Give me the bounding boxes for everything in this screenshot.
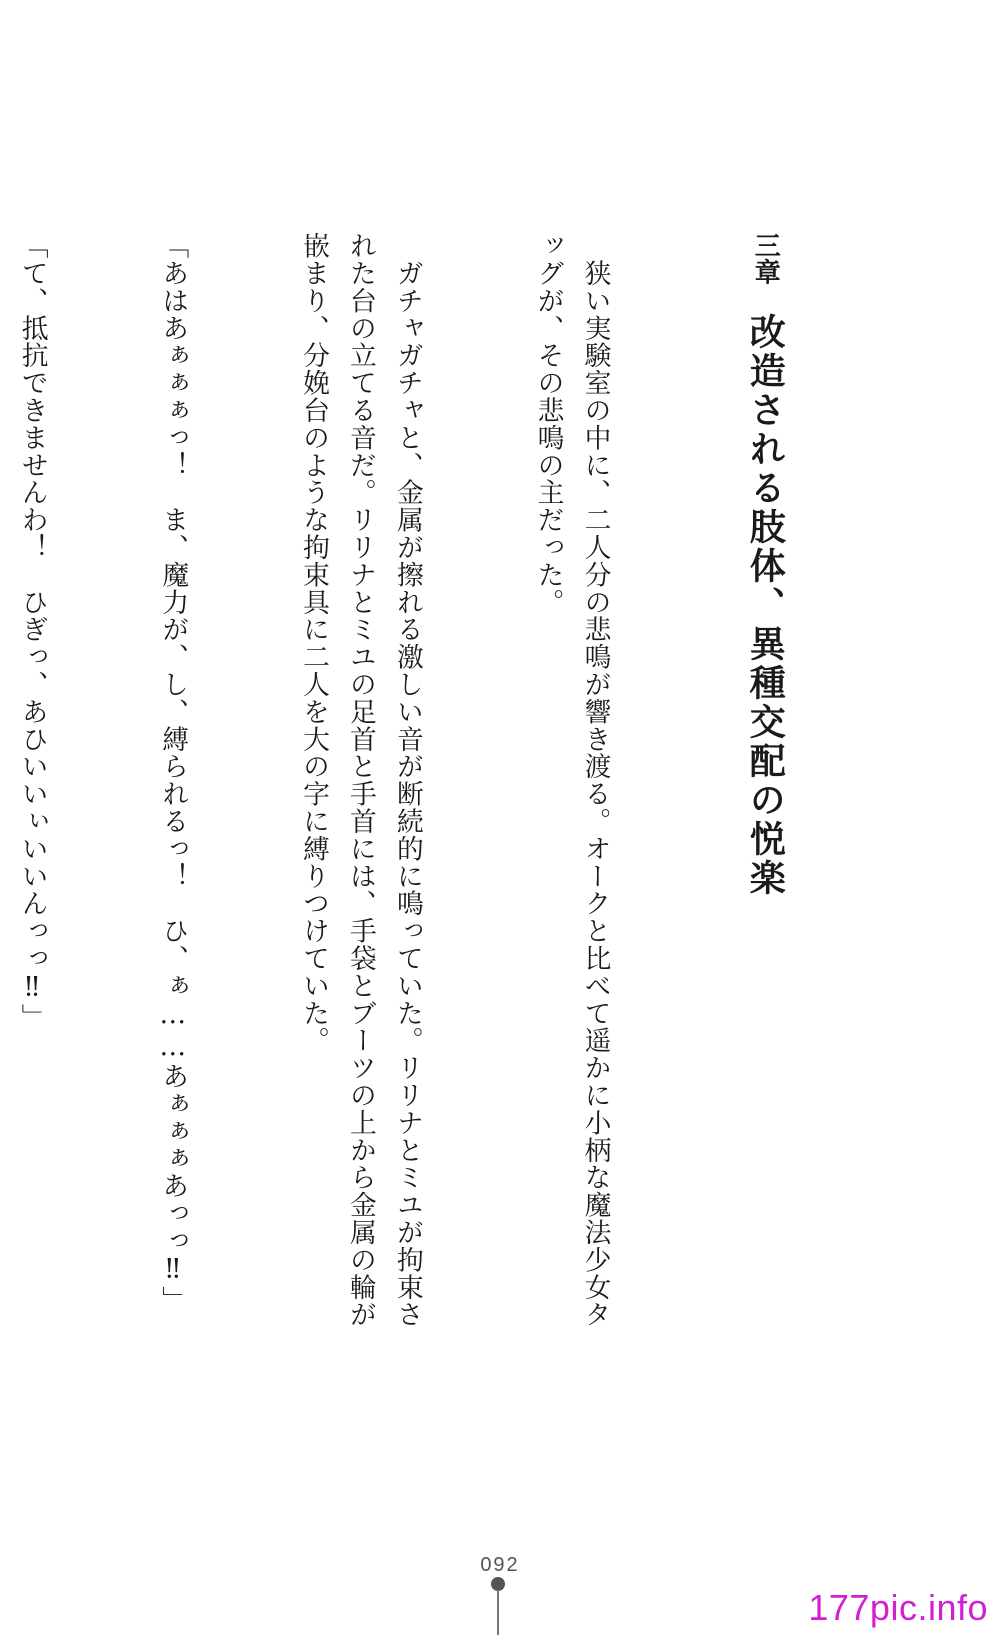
paragraph: ガチャガチャと、金属が擦れる激しい音が断続的に鳴っていた。リリナとミユが拘束された台の立てる音だ。リリナとミユの足首と手首には、手袋とブーツの上から金属の輪が嵌まり、分娩台のような拘束具に二人を大の字に縛りつけていた。 (298, 232, 423, 1328)
chapter-heading (741, 232, 788, 1347)
page-marker-dot-icon (491, 1577, 505, 1591)
vertical-text-body (16, 232, 882, 1347)
chapter-number: 三章 (750, 232, 781, 286)
paragraph: 狭い実験室の中に、二人分の悲鳴が響き渡る。オークと比べて遥かに小柄な魔法少女タッグが、その悲鳴の主だった。 (532, 232, 611, 1328)
watermark-text: 177pic.info (808, 1587, 988, 1628)
page-marker-line (497, 1590, 499, 1635)
page-number: 092 (480, 1554, 520, 1576)
dialogue-line: 「あはあぁぁぁっ！ ま、魔力が、し、縛られるっ！ ひ、ぁ……あぁぁぁあっっ‼」 (157, 232, 189, 1314)
chapter-title: 改造される肢体、異種交配の悦楽 (744, 312, 787, 898)
dialogue-line: 「て、抵抗できませんわ！ ひぎっ、あひいいぃいいんっっ‼」 (16, 232, 48, 1031)
